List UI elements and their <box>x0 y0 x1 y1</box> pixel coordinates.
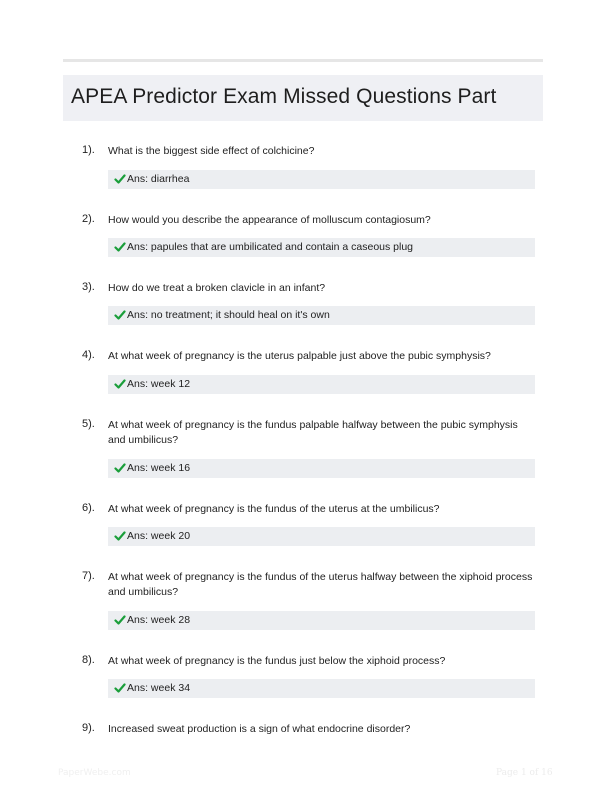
page-title: APEA Predictor Exam Missed Questions Part <box>71 85 497 108</box>
question-number: 5). <box>82 418 95 430</box>
top-divider <box>63 59 543 62</box>
question-text: At what week of pregnancy is the fundus palpable halfway between the pubic symphysis and umbilicus? <box>108 419 518 446</box>
check-icon <box>114 614 126 626</box>
answer-box <box>108 611 535 630</box>
question-number: 3). <box>82 281 95 293</box>
answer-box <box>108 306 535 325</box>
question-number: 6). <box>82 502 95 514</box>
question-number: 8). <box>82 654 95 666</box>
answer-box <box>108 375 535 394</box>
check-icon <box>114 682 126 694</box>
check-icon <box>114 530 126 542</box>
answer-box <box>108 459 535 478</box>
question-text: At what week of pregnancy is the fundus of the uterus at the umbilicus? <box>108 503 440 515</box>
answer-text: Ans: no treatment; it should heal on it's own <box>127 309 330 321</box>
question-text: How do we treat a broken clavicle in an infant? <box>108 282 326 294</box>
page-number: Page 1 of 16 <box>496 768 553 778</box>
question-number: 9). <box>82 722 95 734</box>
question-text: At what week of pregnancy is the uterus palpable just above the pubic symphysis? <box>108 350 491 362</box>
answer-text: Ans: week 20 <box>127 530 191 542</box>
title-banner <box>63 75 543 121</box>
question-text: What is the biggest side effect of colchicine? <box>108 145 315 157</box>
check-icon <box>114 309 126 321</box>
check-icon <box>114 378 126 390</box>
question-text: How would you describe the appearance of molluscum contagiosum? <box>108 214 431 226</box>
answer-box <box>108 527 535 546</box>
answer-text: Ans: diarrhea <box>127 173 190 185</box>
check-icon <box>114 241 126 253</box>
question-number: 7). <box>82 570 95 582</box>
question-text: At what week of pregnancy is the fundus just below the xiphoid process? <box>108 655 446 667</box>
answer-text: Ans: papules that are umbilicated and contain a caseous plug <box>127 241 414 253</box>
answer-text: Ans: week 34 <box>127 682 191 694</box>
check-icon <box>114 173 126 185</box>
question-text: At what week of pregnancy is the fundus of the uterus halfway between the xiphoid process and umbilicus? <box>108 571 533 598</box>
answer-text: Ans: week 12 <box>127 378 191 390</box>
question-number: 2). <box>82 213 95 225</box>
check-icon <box>114 462 126 474</box>
answer-box <box>108 238 535 257</box>
answer-text: Ans: week 16 <box>127 462 191 474</box>
question-number: 4). <box>82 349 95 361</box>
question-text: Increased sweat production is a sign of what endocrine disorder? <box>108 723 411 735</box>
answer-text: Ans: week 28 <box>127 614 191 626</box>
answer-box <box>108 679 535 698</box>
footer-watermark: PaperWebe.com <box>58 768 131 778</box>
answer-box <box>108 170 535 189</box>
question-number: 1). <box>82 144 95 156</box>
